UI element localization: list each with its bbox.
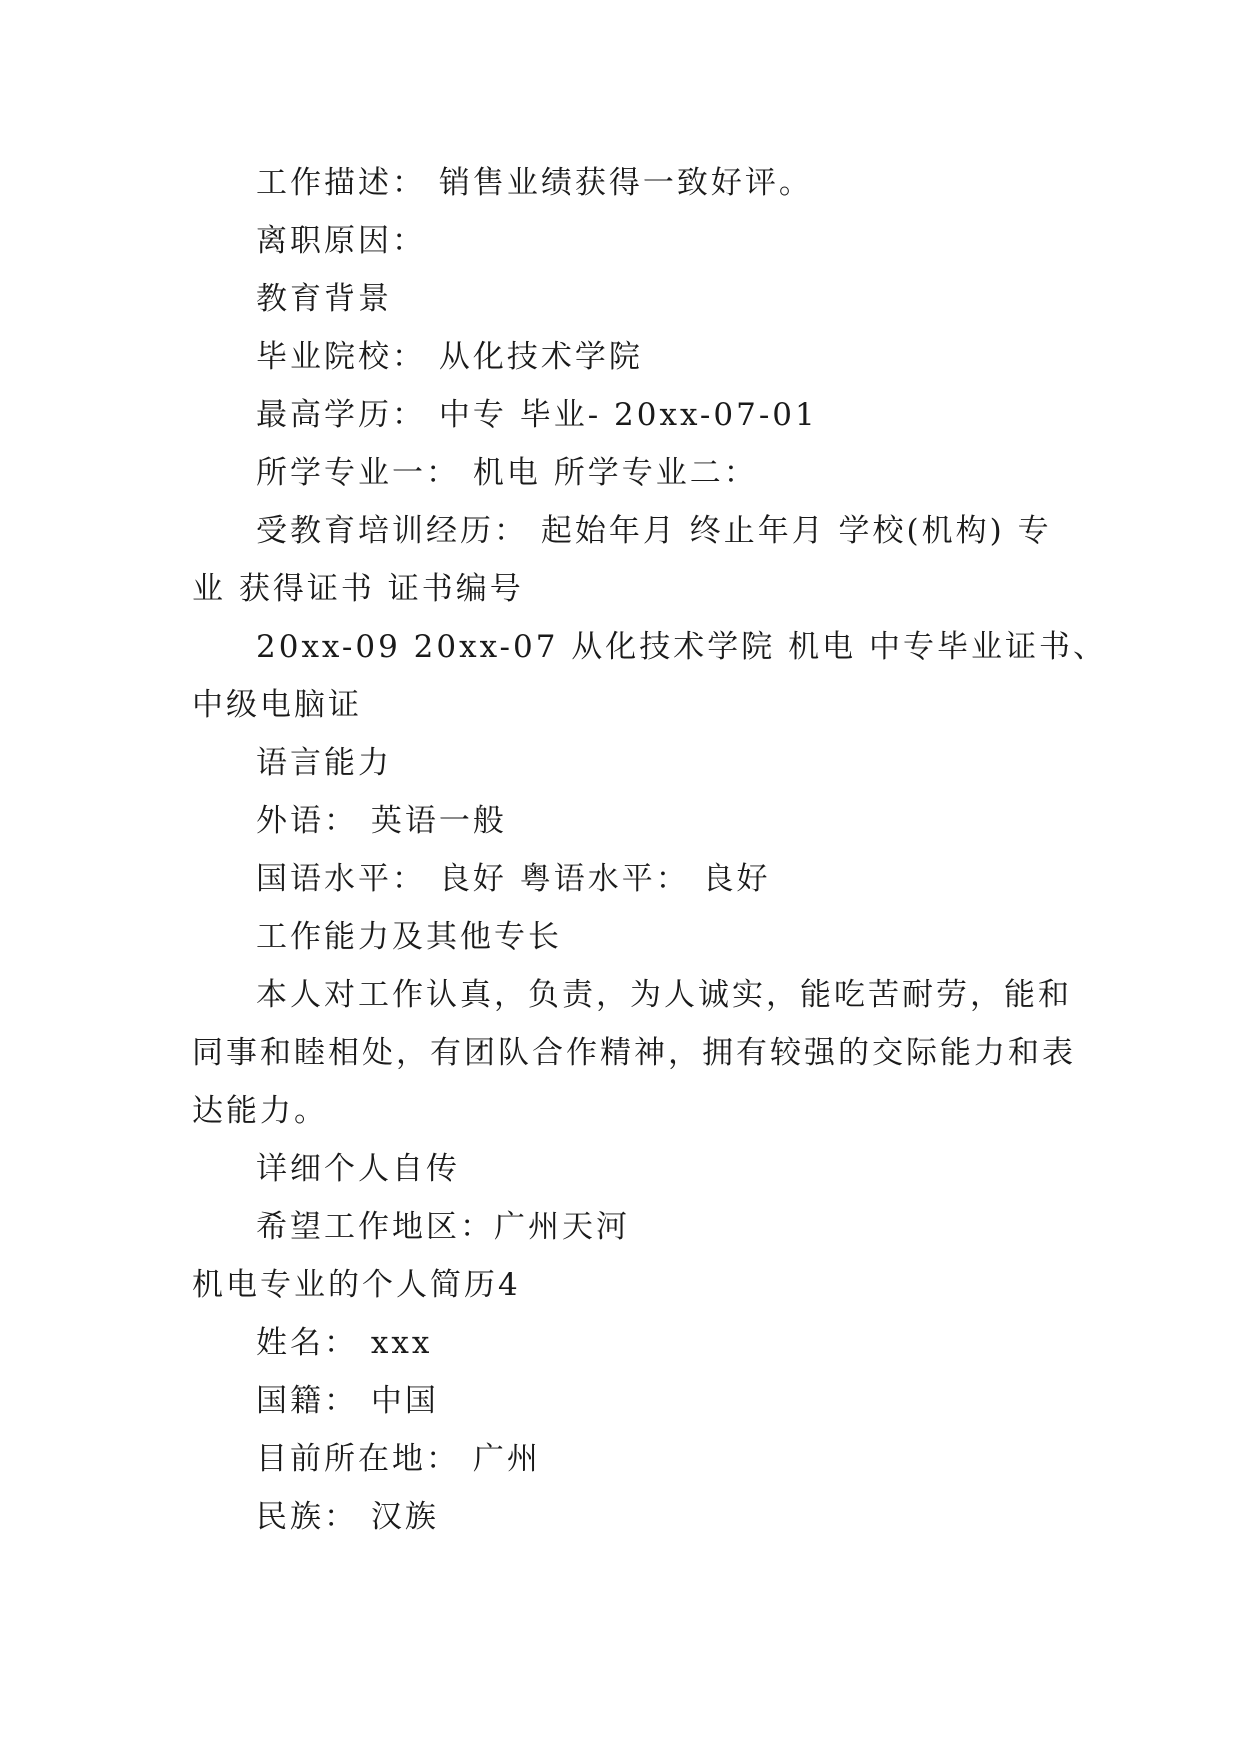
self-assessment-line-1: 本人对工作认真，负责，为人诚实，能吃苦耐劳，能和 <box>256 977 1072 1013</box>
autobiography-heading: 详细个人自传 <box>256 1151 460 1187</box>
training-record-line: 20xx-09 20xx-07 从化技术学院 机电 中专毕业证书、 <box>256 629 1107 665</box>
foreign-language-line: 外语： 英语一般 <box>256 803 507 839</box>
name-line: 姓名： xxx <box>256 1325 433 1361</box>
training-header-continued: 业 获得证书 证书编号 <box>192 571 524 607</box>
nationality-line: 国籍： 中国 <box>256 1383 439 1419</box>
current-location-line: 目前所在地： 广州 <box>256 1441 541 1477</box>
language-heading: 语言能力 <box>256 745 392 781</box>
education-heading: 教育背景 <box>256 281 392 317</box>
resume-section-title: 机电专业的个人简历4 <box>192 1267 521 1303</box>
leave-reason-line: 离职原因： <box>256 223 426 259</box>
ethnicity-line: 民族： 汉族 <box>256 1499 439 1535</box>
training-header-line: 受教育培训经历： 起始年月 终止年月 学校(机构) 专 <box>256 513 1052 549</box>
skills-heading: 工作能力及其他专长 <box>256 919 562 955</box>
school-line: 毕业院校： 从化技术学院 <box>256 339 643 375</box>
training-record-continued: 中级电脑证 <box>192 687 362 723</box>
work-description-line: 工作描述： 销售业绩获得一致好评。 <box>256 165 813 201</box>
mandarin-cantonese-line: 国语水平： 良好 粤语水平： 良好 <box>256 861 771 897</box>
self-assessment-line-3: 达能力。 <box>192 1093 328 1129</box>
desired-location-line: 希望工作地区：广州天河 <box>256 1209 630 1245</box>
self-assessment-line-2: 同事和睦相处，有团队合作精神，拥有较强的交际能力和表 <box>192 1035 1076 1071</box>
degree-line: 最高学历： 中专 毕业- 20xx-07-01 <box>256 397 818 433</box>
major-line: 所学专业一： 机电 所学专业二： <box>256 455 758 491</box>
